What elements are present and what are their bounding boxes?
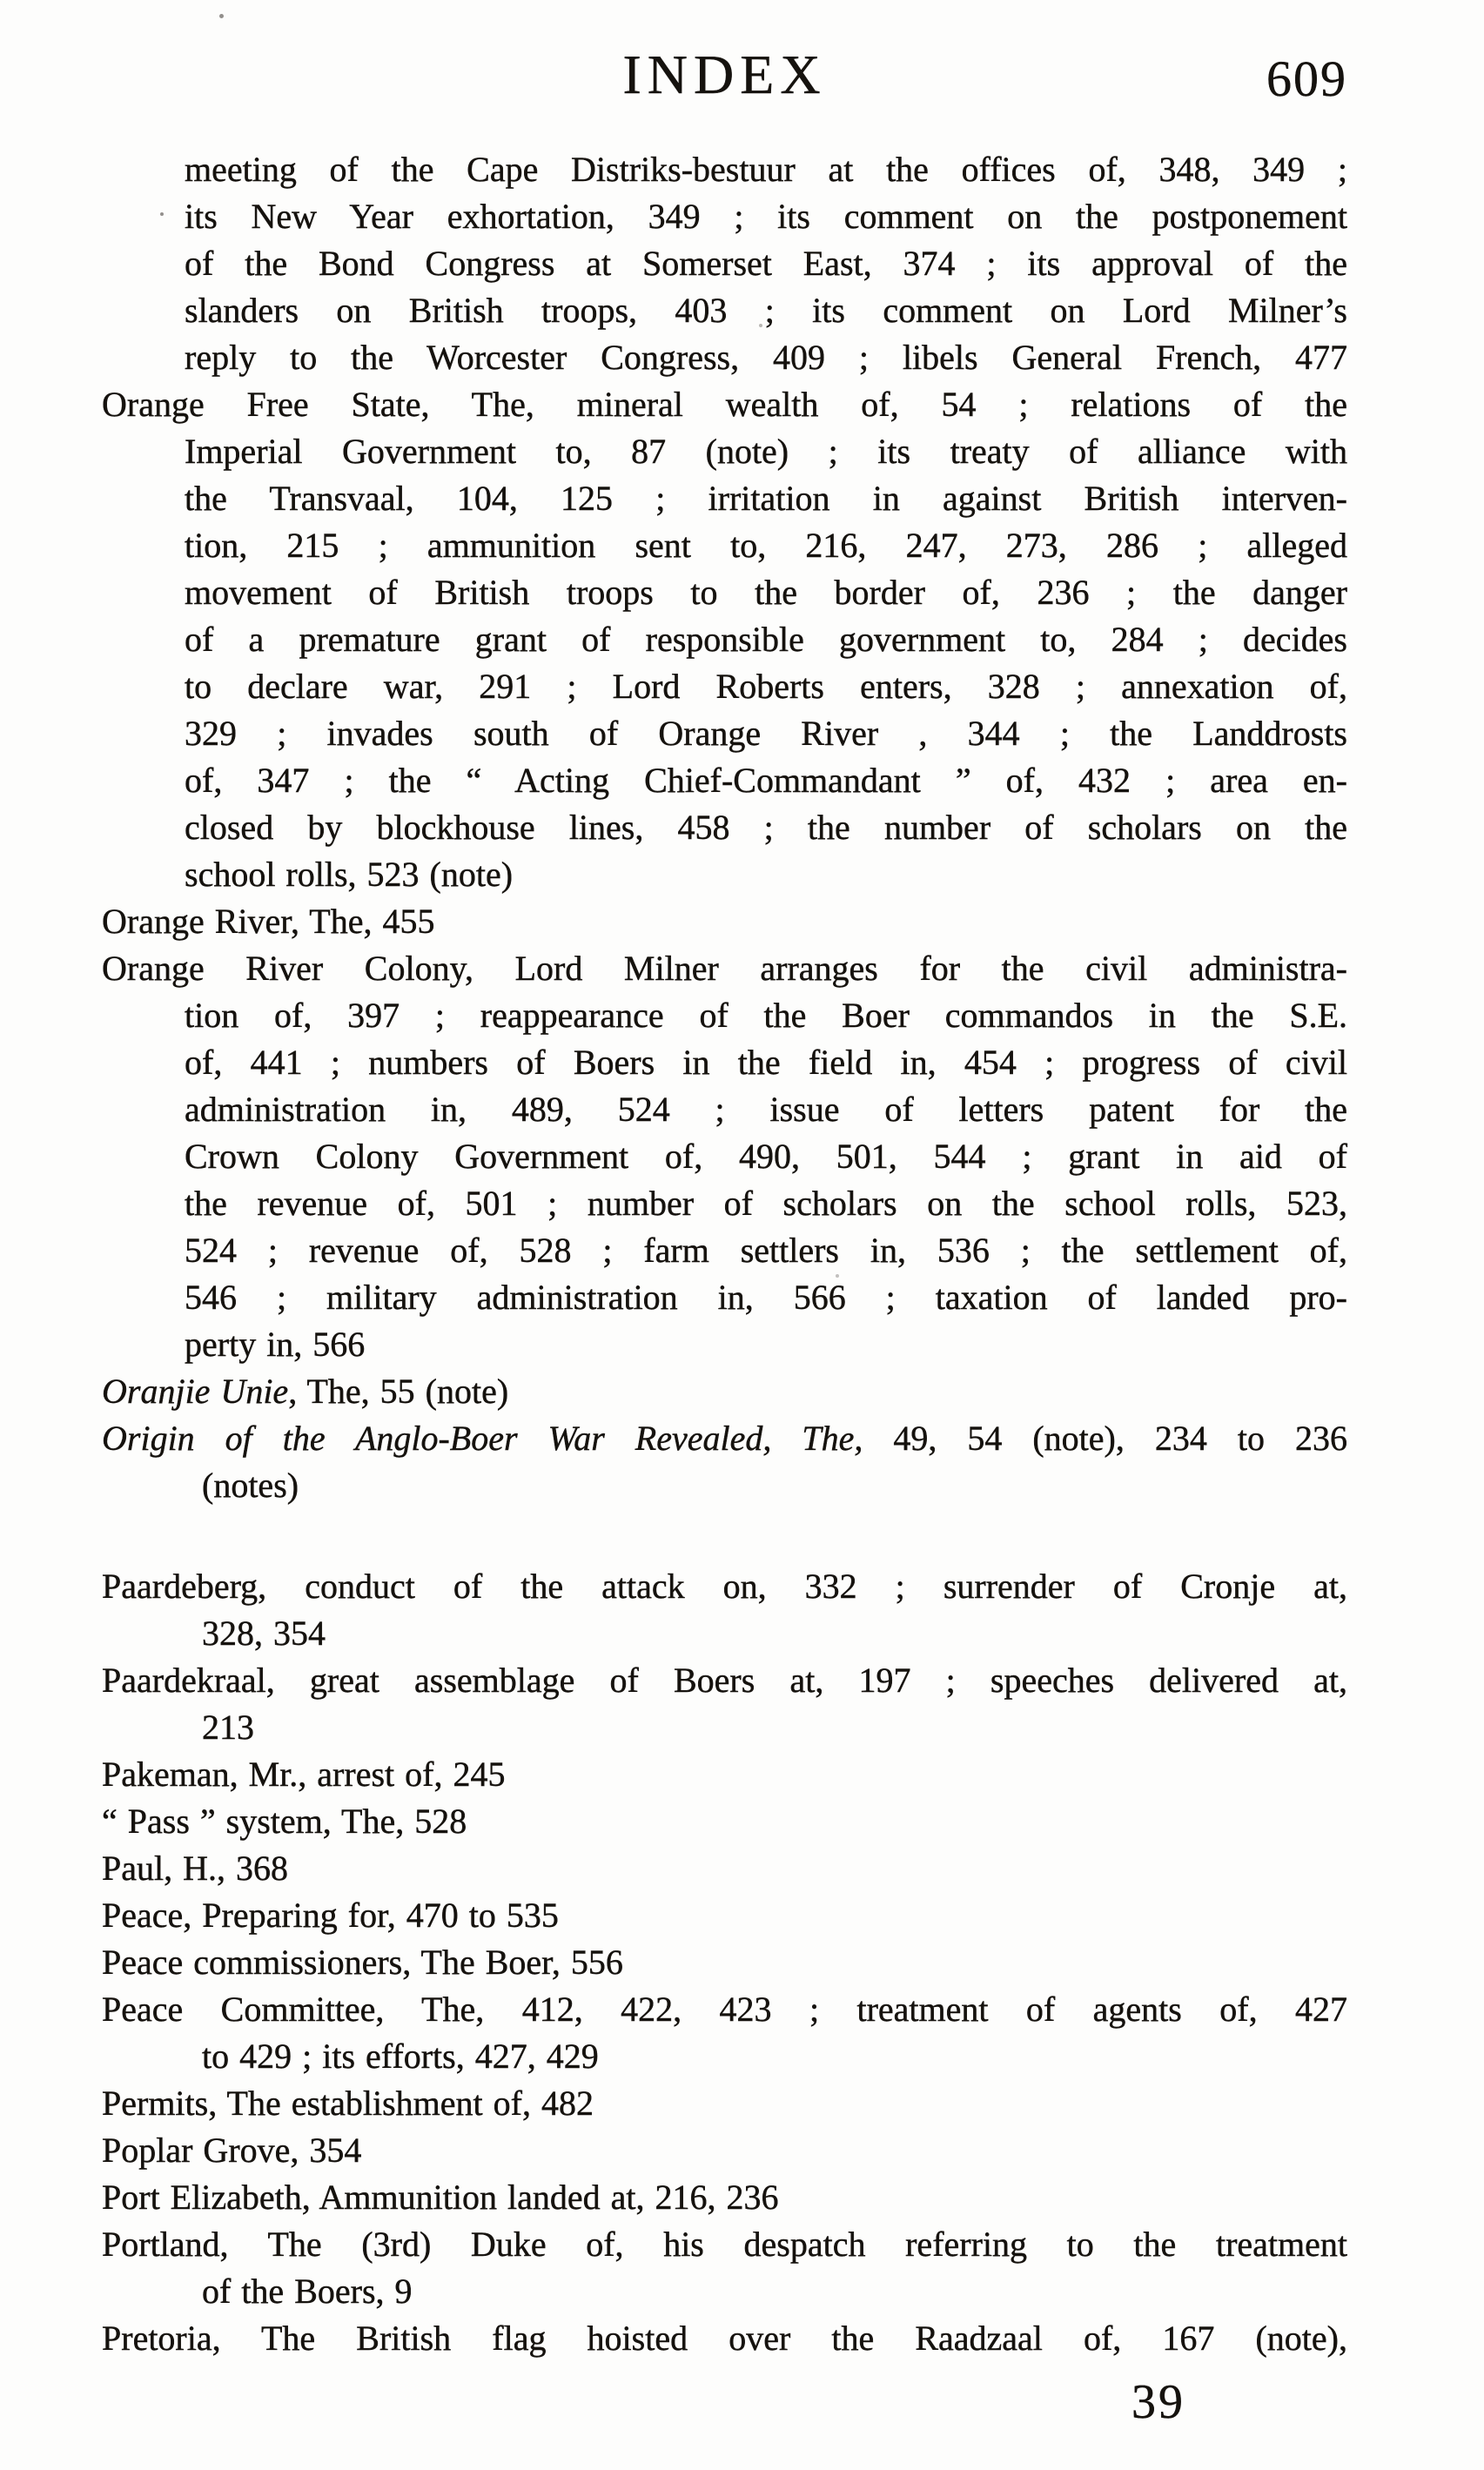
index-entry — [102, 1563, 1347, 1657]
index-line — [102, 1274, 1347, 1321]
index-line-text: Peace commissioners, The Boer, 556 — [102, 1943, 623, 1982]
index-line-text: , The, 55 (note) — [288, 1372, 509, 1411]
index-line — [102, 1133, 1347, 1180]
index-line — [102, 2315, 1347, 2362]
index-line-text: 328, 354 — [202, 1614, 326, 1653]
index-line-text: Crown Colony Government of, 490, 501, 544 ; grant in aid of — [185, 1137, 1347, 1176]
index-line — [102, 616, 1347, 663]
index-line — [102, 1227, 1347, 1274]
index-line-text: of the Bond Congress at Somerset East, 374 ; its approval of the — [185, 244, 1347, 283]
page-number: 609 — [1266, 50, 1347, 107]
index-line-text: to 429 ; its efforts, 427, 429 — [202, 2037, 599, 2076]
index-line-text: movement of British troops to the border of, 236 ; the danger — [185, 573, 1347, 612]
index-entry — [102, 1751, 1347, 1798]
index-line-text: 546 ; military administration in, 566 ; taxation of landed pro- — [185, 1278, 1347, 1317]
index-line-text: of the Boers, 9 — [202, 2272, 413, 2311]
index-line — [102, 428, 1347, 475]
signature-mark: 39 — [1131, 2375, 1185, 2429]
index-line — [102, 2268, 1347, 2315]
index-line-text: slanders on British troops, 403 ; its comment on Lord Milner’s — [185, 291, 1347, 330]
index-line — [102, 1657, 1347, 1704]
index-line-text: Orange Free State, The, mineral wealth of, 54 ; relations of the — [102, 385, 1347, 424]
index-line-text: Portland, The (3rd) Duke of, his despatch referring to the treatment — [102, 2225, 1347, 2264]
index-entry — [102, 1845, 1347, 1892]
index-line-text: Paul, H., 368 — [102, 1849, 288, 1888]
index-line — [102, 1704, 1347, 1751]
index-line — [102, 757, 1347, 804]
index-line — [102, 334, 1347, 381]
scan-speckle — [160, 212, 164, 216]
index-line — [102, 1563, 1347, 1610]
index-line — [102, 1415, 1347, 1462]
index-entry — [102, 1415, 1347, 1509]
index-line-text: Pretoria, The British flag hoisted over the Raadzaal of, 167 (note), — [102, 2319, 1347, 2358]
index-line — [102, 240, 1347, 287]
index-line-text: of a premature grant of responsible government to, 284 ; decides — [185, 620, 1347, 659]
index-entry — [102, 2221, 1347, 2315]
index-line — [102, 851, 1347, 898]
index-line — [102, 193, 1347, 240]
index-entry — [102, 1986, 1347, 2080]
index-line — [102, 1939, 1347, 1986]
index-entry — [102, 898, 1347, 945]
index-entry — [102, 2174, 1347, 2221]
index-line — [102, 1368, 1347, 1415]
index-entry — [102, 2315, 1347, 2362]
index-entry — [102, 1939, 1347, 1986]
index-line-text: Peace Committee, The, 412, 422, 423 ; treatment of agents of, 427 — [102, 1990, 1347, 2029]
index-line — [102, 569, 1347, 616]
index-line-text: Peace, Preparing for, 470 to 535 — [102, 1896, 559, 1935]
index-line-text: the revenue of, 501 ; number of scholars on the school rolls, 523, — [185, 1184, 1347, 1223]
index-line — [102, 2221, 1347, 2268]
index-line — [102, 1798, 1347, 1845]
index-line-text: 329 ; invades south of Orange River , 344 ; the Landdrosts — [185, 714, 1347, 753]
index-line-text: perty in, 566 — [185, 1325, 366, 1364]
index-line — [102, 2080, 1347, 2127]
index-line — [102, 945, 1347, 992]
index-line-text: Poplar Grove, 354 — [102, 2131, 362, 2170]
index-line — [102, 1845, 1347, 1892]
index-line-text: Paardekraal, great assemblage of Boers at, 197 ; speeches delivered at, — [102, 1661, 1347, 1700]
page-title: INDEX — [622, 44, 827, 105]
index-line-text: tion, 215 ; ammunition sent to, 216, 247, 273, 286 ; alleged — [185, 526, 1347, 565]
index-line — [102, 1986, 1347, 2033]
index-line-text: the Transvaal, 104, 125 ; irritation in against British interven- — [185, 479, 1347, 518]
index-entry — [102, 2127, 1347, 2174]
scan-speckle — [219, 14, 224, 18]
index-line — [102, 2174, 1347, 2221]
scan-speckle — [759, 324, 762, 327]
index-line-text: Orange River, The, 455 — [102, 902, 435, 941]
index-line — [102, 1321, 1347, 1368]
index-line — [102, 522, 1347, 569]
index-line — [102, 992, 1347, 1039]
index-line-text: closed by blockhouse lines, 458 ; the number of scholars on the — [185, 808, 1347, 847]
index-line — [102, 1751, 1347, 1798]
index-entry — [102, 1892, 1347, 1939]
index-line-text: Imperial Government to, 87 (note) ; its treaty of alliance with — [185, 432, 1347, 471]
index-line-text: of, 441 ; numbers of Boers in the field in, 454 ; progress of civil — [185, 1043, 1347, 1082]
index-line-text: tion of, 397 ; reappearance of the Boer commandos in the S.E. — [185, 996, 1347, 1035]
index-line — [102, 1180, 1347, 1227]
index-line-text: of, 347 ; the “ Acting Chief-Commandant ” of, 432 ; area en- — [185, 761, 1347, 800]
scan-speckle — [836, 1274, 839, 1278]
index-line — [102, 146, 1347, 193]
index-line-italic-text: Origin of the Anglo-Boer War Revealed, The, — [102, 1419, 894, 1458]
index-line — [102, 1462, 1347, 1509]
index-line-text: school rolls, 523 (note) — [185, 855, 514, 894]
index-line-text: 213 — [202, 1708, 254, 1747]
index-entry — [102, 1798, 1347, 1845]
index-line — [102, 710, 1347, 757]
index-line — [102, 287, 1347, 334]
index-entry — [102, 381, 1347, 898]
index-line-text: Permits, The establishment of, 482 — [102, 2084, 594, 2123]
index-line-text: Paardeberg, conduct of the attack on, 332 ; surrender of Cronje at, — [102, 1567, 1347, 1606]
index-line-text: “ Pass ” system, The, 528 — [102, 1802, 467, 1841]
index-line-text: reply to the Worcester Congress, 409 ; libels General French, 477 — [185, 338, 1347, 377]
index-line-text: Orange River Colony, Lord Milner arranges for the civil administra- — [102, 949, 1347, 988]
index-line — [102, 1892, 1347, 1939]
index-line — [102, 898, 1347, 945]
index-line-text: 524 ; revenue of, 528 ; farm settlers in, 536 ; the settlement of, — [185, 1231, 1347, 1270]
index-line — [102, 1039, 1347, 1086]
index-line — [102, 2033, 1347, 2080]
index-line — [102, 663, 1347, 710]
index-entry — [102, 146, 1347, 381]
index-line — [102, 475, 1347, 522]
index-body — [102, 146, 1347, 2362]
index-line-text: administration in, 489, 524 ; issue of letters patent for the — [185, 1090, 1347, 1129]
index-line-text: 49, 54 (note), 234 to 236 — [893, 1419, 1347, 1458]
index-line — [102, 804, 1347, 851]
index-entry — [102, 1657, 1347, 1751]
index-line — [102, 1086, 1347, 1133]
index-line-text: (notes) — [202, 1466, 299, 1505]
index-line — [102, 2127, 1347, 2174]
index-line-text: meeting of the Cape Distriks-bestuur at the offices of, 348, 349 ; — [185, 150, 1347, 189]
index-entry — [102, 2080, 1347, 2127]
index-line — [102, 381, 1347, 428]
index-entry — [102, 1368, 1347, 1415]
index-line-italic-text: Oranjie Unie — [102, 1372, 289, 1411]
index-line-text: its New Year exhortation, 349 ; its comment on the postponement — [185, 197, 1347, 236]
index-line — [102, 1610, 1347, 1657]
index-line-text: Pakeman, Mr., arrest of, 245 — [102, 1755, 506, 1794]
index-line-text: to declare war, 291 ; Lord Roberts enters, 328 ; annexation of, — [185, 667, 1347, 706]
index-entry — [102, 945, 1347, 1368]
index-line-text: Port Elizabeth, Ammunition landed at, 216, 236 — [102, 2178, 779, 2217]
